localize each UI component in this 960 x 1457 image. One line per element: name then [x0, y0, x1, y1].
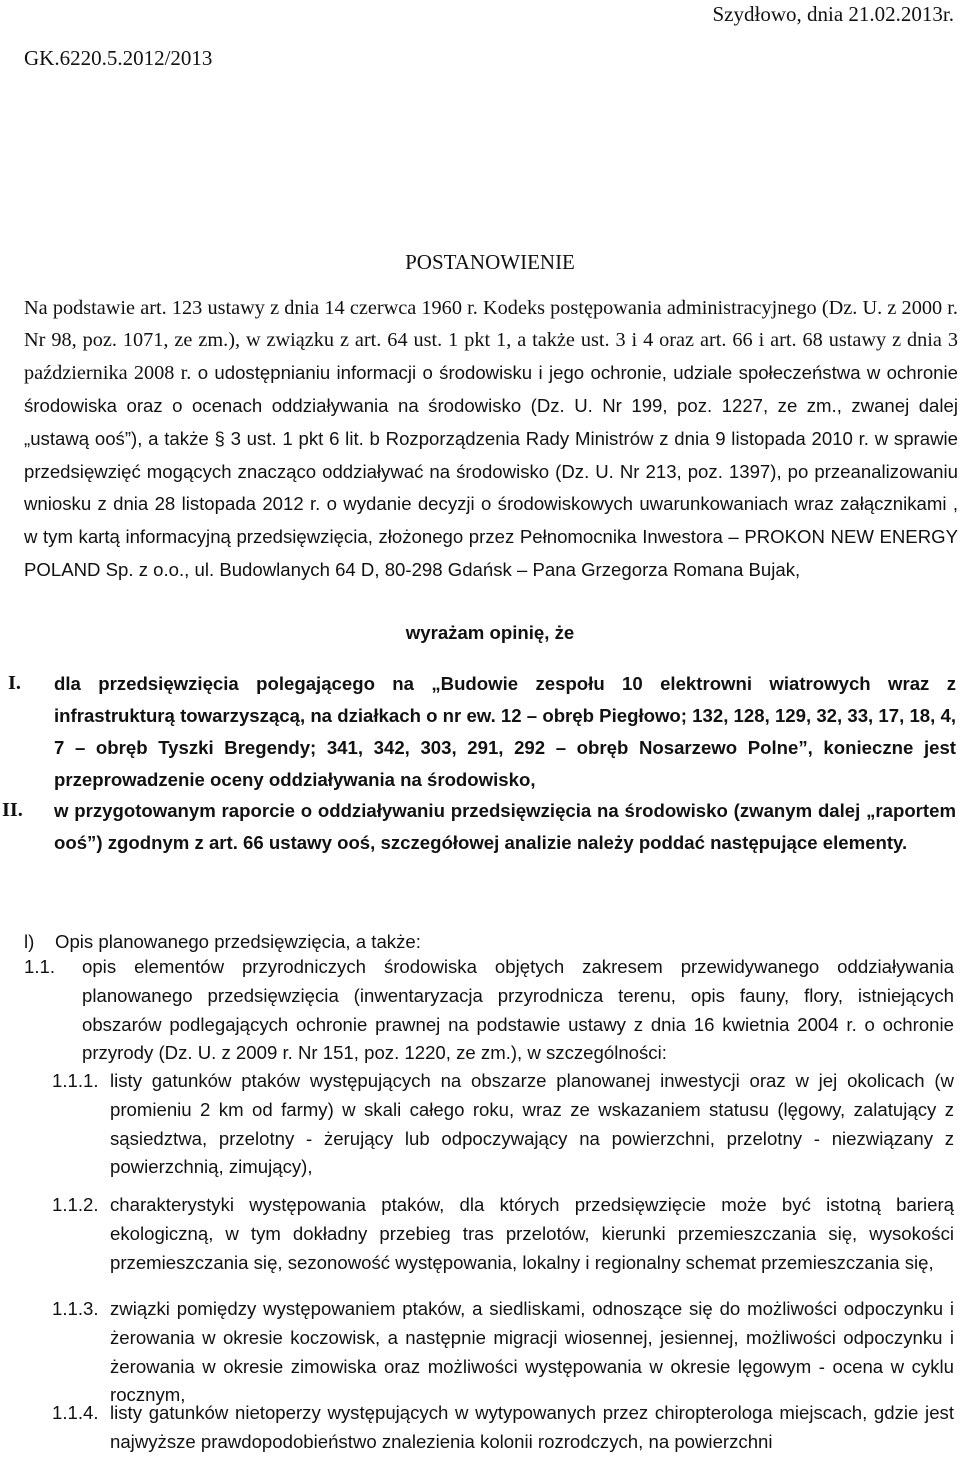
legal-basis-paragraph — [24, 293, 958, 587]
list-item-number: 1.1. — [24, 956, 56, 977]
list-item-number: 1.1.3. — [52, 1298, 99, 1319]
list-item-number: 1.1.1. — [52, 1070, 99, 1091]
roman-item-text: dla przedsięwzięcia polegającego na „Budowie zespołu 10 elektrowni wiatrowych wraz z infrastrukturą towarzyszącą, na działkach o nr ew. 12 – obręb Piegłowo; 132, 128, 129, 32, 33, 17, 18, 4, 7 – obręb Tyszki Bregendy; 341, 342, 303, 291, 292 – obręb Nosarzewo Polne”, konieczne jest przeprowadzenie oceny oddziaływania na środowisko, — [54, 673, 956, 790]
list-item-text: listy gatunków nietoperzy występujących w wytypowanych przez chiropterologa miejscach, gdzie jest najwyższe prawdopodobieństwo znalezienia kolonii rozrodczych, na powierzchni — [110, 1402, 954, 1452]
roman-item-text: w przygotowanym raporcie o oddziaływaniu przedsięwzięcia na środowisko (zwanym dalej „raportem ooś”) zgodnym z art. 66 ustawy ooś, szczegółowej analizie należy poddać następujące elementy. — [54, 800, 956, 853]
list-item-text: opis elementów przyrodniczych środowiska objętych zakresem przewidywanego oddziaływania planowanego przedsięwzięcia (inwentaryzacja przyrodnicza terenu, opis fauny, flory, istniejących obszarów podlegających ochronie prawnej na podstawie ustawy z dnia 16 kwietnia 2004 r. o ochronie przyrody (Dz. U. z 2009 r. Nr 151, poz. 1220, ze zm.), w szczególności: — [82, 956, 954, 1064]
list-heading-number: l) — [24, 931, 35, 952]
list-heading-text: Opis planowanego przedsięwzięcia, a także: — [55, 931, 421, 952]
list-item-number: 1.1.4. — [52, 1402, 99, 1423]
list-item-text: listy gatunków ptaków występujących na obszarze planowanej inwestycji oraz w jej okolicach (w promieniu 2 km od farmy) w skali całego roku, wraz ze wskazaniem statusu (lęgowy, zalatujący z sąsiedztwa, przelotny - żerujący lub odpoczywający na powierzchni, przelotny - niezwiązany z powierzchnią, zimujący), — [110, 1070, 954, 1178]
legal-basis-part1: Na podstawie art. 123 ustawy z dnia 14 czerwca 1960 r. Kodeks postępowania administracyjnego (Dz. U. z 2000 r. Nr 98, poz. 1071, ze zm.), w związku z art. 64 ust. 1 pkt 1, a także ust. 3 i 4 oraz art. 66 i art. 68 ustawy z dnia 3 października 2008 r. — [24, 297, 958, 384]
list-item-text: związki pomiędzy występowaniem ptaków, a siedliskami, odnoszące się do możliwości odpoczynku i żerowania w okresie koczowisk, a następnie migracji wiosennej, jesiennej, możliwości odpoczynku i żerowania w okresie zimowiska oraz możliwości występowania w okresie lęgowym - ocena w cyklu rocznym, — [110, 1298, 954, 1406]
list-item-text: charakterystyki występowania ptaków, dla których przedsięwzięcie może być istotną barierą ekologiczną, w tym dokładny przebieg tras przelotów, kierunki przemieszczania się, wysokości przemieszczania się, sezonowość występowania, lokalny i regionalny schemat przemieszczania się, — [110, 1194, 954, 1273]
document-date: Szydłowo, dnia 21.02.2013r. — [712, 2, 954, 26]
roman-item-number: I. — [8, 672, 21, 694]
list-item-number: 1.1.2. — [52, 1194, 99, 1215]
case-reference-number: GK.6220.5.2012/2013 — [24, 46, 213, 70]
document-title: POSTANOWIENIE — [405, 250, 575, 274]
roman-item-number: II. — [2, 799, 23, 821]
list-heading — [24, 927, 421, 956]
opinion-statement: wyrażam opinię, że — [405, 622, 575, 643]
legal-basis-part2: o udostępnianiu informacji o środowisku i jego ochronie, udziale społeczeństwa w ochronie środowiska oraz o ocenach oddziaływania na środowisko (Dz. U. Nr 199, poz. 1227, ze zm., zwanej dalej „ustawą ooś”), a także § 3 ust. 1 pkt 6 lit. b Rozporządzenia Rady Ministrów z dnia 9 listopada 2010 r. w sprawie przedsięwzięć mogących znacząco oddziaływać na środowisko (Dz. U. Nr 213, poz. 1397), po przeanalizowaniu wniosku z dnia 28 listopada 2012 r. o wydanie decyzji o środowiskowych uwarunkowaniach wraz załącznikami , w tym kartą informacyjną przedsięwzięcia, złożonego przez Pełnomocnika Inwestora – PROKON NEW ENERGY POLAND Sp. z o.o., ul. Budowlanych 64 D, 80-298 Gdańsk – Pana Grzegorza Romana Bujak, — [24, 361, 958, 581]
